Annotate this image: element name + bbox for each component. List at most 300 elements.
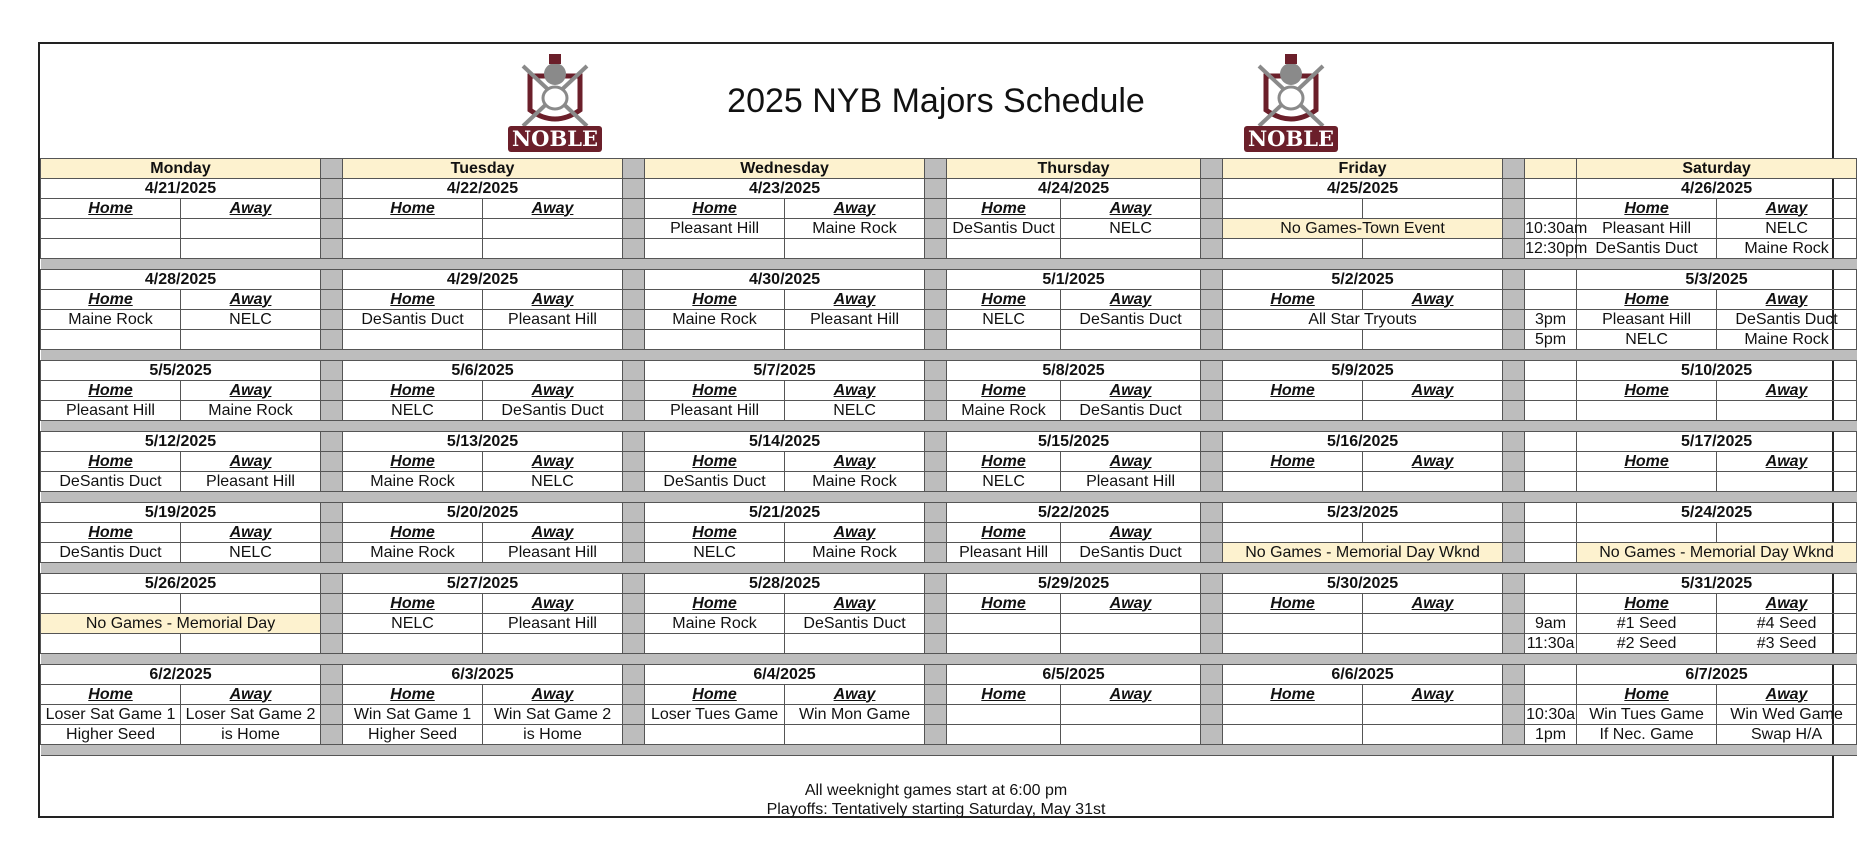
time-cell — [1525, 574, 1577, 594]
away-team: Pleasant Hill — [1061, 472, 1201, 492]
away-team — [181, 330, 321, 350]
home-team — [41, 219, 181, 239]
column-gap — [1201, 199, 1223, 219]
column-gap — [1201, 381, 1223, 401]
away-label: Away — [181, 452, 321, 472]
game-row — [41, 401, 1857, 421]
column-gap — [321, 503, 343, 523]
column-gap — [623, 239, 645, 259]
column-gap — [1201, 361, 1223, 381]
column-gap — [925, 523, 947, 543]
schedule-table — [40, 158, 1857, 756]
column-gap — [321, 574, 343, 594]
away-team: Maine Rock — [1717, 239, 1857, 259]
column-gap — [925, 199, 947, 219]
day-header-wednesday: Wednesday — [645, 159, 925, 179]
away-label: Away — [785, 452, 925, 472]
column-gap — [925, 432, 947, 452]
date-cell: 6/3/2025 — [343, 665, 623, 685]
date-cell: 6/6/2025 — [1223, 665, 1503, 685]
home-label: Home — [645, 523, 785, 543]
home-label: Home — [947, 290, 1061, 310]
home-team — [41, 239, 181, 259]
date-cell: 5/23/2025 — [1223, 503, 1503, 523]
column-gap — [623, 159, 645, 179]
away-team: Win Sat Game 2 — [483, 705, 623, 725]
away-team — [181, 239, 321, 259]
column-gap — [321, 381, 343, 401]
column-gap — [623, 523, 645, 543]
date-cell: 5/29/2025 — [947, 574, 1201, 594]
time-cell — [1525, 452, 1577, 472]
away-team: Maine Rock — [1717, 330, 1857, 350]
away-team: NELC — [181, 310, 321, 330]
column-gap — [1201, 574, 1223, 594]
time-cell — [1525, 665, 1577, 685]
column-gap — [321, 472, 343, 492]
date-cell: 5/7/2025 — [645, 361, 925, 381]
home-team — [343, 239, 483, 259]
home-label: Home — [41, 381, 181, 401]
column-gap — [1503, 401, 1525, 421]
away-team: is Home — [181, 725, 321, 745]
column-gap — [623, 634, 645, 654]
game-row — [41, 472, 1857, 492]
away-label: Away — [1061, 594, 1201, 614]
away-label: Away — [1061, 452, 1201, 472]
home-team — [1223, 330, 1363, 350]
away-label: Away — [1061, 381, 1201, 401]
home-away-row — [41, 452, 1857, 472]
column-gap — [623, 310, 645, 330]
home-team: #1 Seed — [1577, 614, 1717, 634]
away-team: DeSantis Duct — [1717, 310, 1857, 330]
column-gap — [1503, 665, 1525, 685]
away-label: Away — [1717, 452, 1857, 472]
game-row — [41, 725, 1857, 745]
away-team — [785, 725, 925, 745]
away-label: Away — [483, 594, 623, 614]
date-cell: 5/10/2025 — [1577, 361, 1857, 381]
home-label: Home — [947, 523, 1061, 543]
away-team: Pleasant Hill — [483, 543, 623, 563]
away-label: Away — [1061, 685, 1201, 705]
date-row — [41, 270, 1857, 290]
away-label: Away — [483, 685, 623, 705]
column-gap — [1503, 685, 1525, 705]
home-team: Pleasant Hill — [1577, 219, 1717, 239]
time-cell — [1525, 290, 1577, 310]
date-cell: 5/27/2025 — [343, 574, 623, 594]
column-gap — [925, 685, 947, 705]
game-row — [41, 310, 1857, 330]
home-team: DeSantis Duct — [41, 543, 181, 563]
home-team — [343, 330, 483, 350]
column-gap — [321, 452, 343, 472]
column-gap — [321, 543, 343, 563]
column-gap — [1503, 523, 1525, 543]
game-time: 1pm — [1525, 725, 1577, 745]
time-cell — [1525, 179, 1577, 199]
column-gap — [1201, 634, 1223, 654]
schedule-sheet — [38, 42, 1843, 818]
home-team: Maine Rock — [947, 401, 1061, 421]
away-team — [785, 634, 925, 654]
away-label: Away — [181, 199, 321, 219]
column-gap — [1503, 330, 1525, 350]
column-gap — [321, 401, 343, 421]
time-cell — [1525, 503, 1577, 523]
home-label: Home — [1577, 452, 1717, 472]
column-gap — [623, 199, 645, 219]
home-team — [947, 239, 1061, 259]
home-team — [947, 705, 1061, 725]
home-label: Home — [947, 594, 1061, 614]
home-label: Home — [1223, 594, 1363, 614]
away-team: DeSantis Duct — [483, 401, 623, 421]
date-cell: 5/22/2025 — [947, 503, 1201, 523]
away-team: Loser Sat Game 2 — [181, 705, 321, 725]
column-gap — [623, 665, 645, 685]
logo-text: NOBLE — [511, 126, 599, 151]
date-cell: 6/5/2025 — [947, 665, 1201, 685]
column-gap — [623, 594, 645, 614]
away-team: NELC — [785, 401, 925, 421]
away-team — [1363, 705, 1503, 725]
date-cell: 5/9/2025 — [1223, 361, 1503, 381]
home-team: Pleasant Hill — [645, 219, 785, 239]
column-gap — [1201, 330, 1223, 350]
column-gap — [321, 330, 343, 350]
date-cell: 5/19/2025 — [41, 503, 321, 523]
away-team — [1061, 634, 1201, 654]
column-gap — [321, 523, 343, 543]
time-cell — [1525, 199, 1577, 219]
away-label: Away — [785, 594, 925, 614]
home-team — [1223, 239, 1363, 259]
column-gap — [321, 219, 343, 239]
game-time: 10:30a — [1526, 705, 1576, 723]
away-team — [1061, 614, 1201, 634]
away-label: Away — [1363, 381, 1503, 401]
away-label: Away — [1717, 199, 1857, 219]
away-team: NELC — [483, 472, 623, 492]
column-gap — [321, 159, 343, 179]
away-team: Pleasant Hill — [181, 472, 321, 492]
column-gap — [321, 634, 343, 654]
away-team — [1061, 725, 1201, 745]
column-gap — [925, 361, 947, 381]
home-team — [1223, 705, 1363, 725]
away-team: NELC — [1717, 219, 1857, 239]
away-team — [785, 330, 925, 350]
away-team: Pleasant Hill — [483, 310, 623, 330]
home-team — [1577, 401, 1717, 421]
column-gap — [1503, 634, 1525, 654]
column-gap — [623, 574, 645, 594]
logo-text: NOBLE — [1247, 126, 1335, 151]
home-team — [41, 330, 181, 350]
event-note: All Star Tryouts — [1223, 310, 1503, 330]
column-gap — [623, 503, 645, 523]
week-separator — [41, 492, 1857, 503]
column-gap — [1201, 725, 1223, 745]
home-team: Pleasant Hill — [947, 543, 1061, 563]
home-label: Home — [1223, 452, 1363, 472]
column-gap — [1201, 159, 1223, 179]
away-label: Away — [181, 290, 321, 310]
date-cell: 4/23/2025 — [645, 179, 925, 199]
home-label: Home — [947, 381, 1061, 401]
home-label: Home — [41, 452, 181, 472]
column-gap — [321, 361, 343, 381]
column-gap — [925, 310, 947, 330]
game-time: 5pm — [1525, 330, 1577, 350]
away-label: Away — [181, 381, 321, 401]
away-label: Away — [1061, 290, 1201, 310]
separator-bar — [41, 654, 1857, 665]
date-cell: 5/13/2025 — [343, 432, 623, 452]
day-header-friday: Friday — [1223, 159, 1503, 179]
home-team — [947, 725, 1061, 745]
date-row — [41, 665, 1857, 685]
date-cell: 4/21/2025 — [41, 179, 321, 199]
away-label: Away — [785, 199, 925, 219]
empty-cell — [1577, 523, 1717, 543]
home-label: Home — [343, 381, 483, 401]
away-label: Away — [483, 199, 623, 219]
date-cell: 4/30/2025 — [645, 270, 925, 290]
column-gap — [1503, 574, 1525, 594]
column-gap — [1201, 179, 1223, 199]
away-team: is Home — [483, 725, 623, 745]
event-note: No Games - Memorial Day — [41, 614, 321, 634]
column-gap — [925, 725, 947, 745]
column-gap — [1503, 432, 1525, 452]
column-gap — [623, 219, 645, 239]
home-label: Home — [645, 685, 785, 705]
away-team: NELC — [1061, 219, 1201, 239]
column-gap — [321, 665, 343, 685]
time-cell — [1525, 270, 1577, 290]
away-team — [483, 330, 623, 350]
home-team: Loser Sat Game 1 — [41, 705, 181, 725]
column-gap — [1201, 290, 1223, 310]
column-gap — [1503, 472, 1525, 492]
home-label: Home — [645, 381, 785, 401]
column-gap — [925, 239, 947, 259]
away-team — [483, 219, 623, 239]
home-team — [343, 634, 483, 654]
home-label: Home — [1223, 381, 1363, 401]
home-label: Home — [1577, 685, 1717, 705]
away-team: DeSantis Duct — [1061, 543, 1201, 563]
week-separator — [41, 350, 1857, 361]
away-team: Swap H/A — [1717, 725, 1857, 745]
column-gap — [623, 432, 645, 452]
column-gap — [925, 452, 947, 472]
home-label: Home — [343, 452, 483, 472]
game-time — [1525, 472, 1577, 492]
home-team: Pleasant Hill — [645, 401, 785, 421]
home-label: Home — [947, 199, 1061, 219]
footer-line-1: All weeknight games start at 6:00 pm — [804, 782, 1068, 799]
date-cell: 4/29/2025 — [343, 270, 623, 290]
home-team: Maine Rock — [41, 310, 181, 330]
date-row — [41, 432, 1857, 452]
away-team — [1363, 472, 1503, 492]
home-team — [947, 330, 1061, 350]
home-team: NELC — [343, 614, 483, 634]
home-label: Home — [343, 523, 483, 543]
home-team: NELC — [947, 310, 1061, 330]
separator-bar — [41, 259, 1857, 270]
day-header-monday: Monday — [41, 159, 321, 179]
home-away-row — [41, 685, 1857, 705]
date-cell: 4/24/2025 — [947, 179, 1201, 199]
date-row — [41, 574, 1857, 594]
home-team: NELC — [947, 472, 1061, 492]
date-cell: 5/21/2025 — [645, 503, 925, 523]
date-cell: 5/26/2025 — [41, 574, 321, 594]
home-team — [1223, 725, 1363, 745]
column-gap — [1201, 310, 1223, 330]
game-row — [41, 614, 1857, 634]
home-label: Home — [41, 290, 181, 310]
home-team — [947, 634, 1061, 654]
home-team: #2 Seed — [1577, 634, 1717, 654]
game-row — [41, 634, 1857, 654]
home-team: DeSantis Duct — [41, 472, 181, 492]
away-team: Pleasant Hill — [785, 310, 925, 330]
column-gap — [623, 472, 645, 492]
date-cell: 4/22/2025 — [343, 179, 623, 199]
column-gap — [1503, 452, 1525, 472]
game-time: 11:30a — [1525, 634, 1577, 654]
away-team — [1363, 401, 1503, 421]
column-gap — [1503, 361, 1525, 381]
away-team — [1363, 330, 1503, 350]
away-label: Away — [1363, 452, 1503, 472]
game-row — [41, 219, 1857, 239]
home-team — [1223, 472, 1363, 492]
away-label: Away — [1717, 290, 1857, 310]
home-team — [645, 330, 785, 350]
time-cell — [1525, 381, 1577, 401]
date-cell: 5/14/2025 — [645, 432, 925, 452]
home-label: Home — [1577, 594, 1717, 614]
column-gap — [1201, 685, 1223, 705]
column-gap — [1201, 523, 1223, 543]
home-label: Home — [343, 594, 483, 614]
column-gap — [623, 543, 645, 563]
home-label: Home — [1577, 290, 1717, 310]
home-label: Home — [41, 685, 181, 705]
empty-cell — [1363, 523, 1503, 543]
column-gap — [1503, 179, 1525, 199]
home-team: Maine Rock — [343, 543, 483, 563]
date-cell: 6/4/2025 — [645, 665, 925, 685]
week-separator — [41, 654, 1857, 665]
away-team: Win Mon Game — [785, 705, 925, 725]
column-gap — [321, 614, 343, 634]
event-note: No Games-Town Event — [1223, 219, 1503, 239]
home-team: If Nec. Game — [1577, 725, 1717, 745]
column-gap — [321, 179, 343, 199]
column-gap — [925, 270, 947, 290]
week-separator — [41, 421, 1857, 432]
home-label: Home — [343, 685, 483, 705]
column-gap — [321, 310, 343, 330]
column-gap — [623, 452, 645, 472]
home-team: Higher Seed — [343, 725, 483, 745]
date-cell: 5/20/2025 — [343, 503, 623, 523]
date-cell: 4/26/2025 — [1577, 179, 1857, 199]
date-cell: 5/17/2025 — [1577, 432, 1857, 452]
column-gap — [925, 401, 947, 421]
away-team: #4 Seed — [1717, 614, 1857, 634]
column-gap — [1201, 665, 1223, 685]
column-gap — [1201, 594, 1223, 614]
column-gap — [1201, 432, 1223, 452]
home-label: Home — [1577, 381, 1717, 401]
column-gap — [1201, 472, 1223, 492]
column-gap — [623, 381, 645, 401]
home-team: Pleasant Hill — [41, 401, 181, 421]
home-team — [1577, 472, 1717, 492]
away-label: Away — [181, 523, 321, 543]
separator-bar — [41, 421, 1857, 432]
date-cell: 6/2/2025 — [41, 665, 321, 685]
column-gap — [925, 574, 947, 594]
away-team — [1061, 239, 1201, 259]
event-note: No Games - Memorial Day Wknd — [1577, 543, 1857, 563]
home-team — [1223, 401, 1363, 421]
week-separator — [41, 745, 1857, 756]
away-team: Maine Rock — [785, 543, 925, 563]
noble-logo-right — [1241, 48, 1341, 154]
column-gap — [1201, 239, 1223, 259]
column-gap — [321, 705, 343, 725]
column-gap — [623, 401, 645, 421]
away-label: Away — [1717, 381, 1857, 401]
date-row — [41, 503, 1857, 523]
away-team — [1363, 725, 1503, 745]
date-cell: 5/1/2025 — [947, 270, 1201, 290]
column-gap — [925, 594, 947, 614]
home-team: DeSantis Duct — [947, 219, 1061, 239]
column-gap — [1503, 503, 1525, 523]
date-cell: 5/28/2025 — [645, 574, 925, 594]
home-label: Home — [1223, 685, 1363, 705]
away-team — [1717, 401, 1857, 421]
column-gap — [1503, 219, 1525, 239]
footer-line-2: Playoffs: Tentatively starting Saturday, May 31st — [766, 801, 1106, 818]
time-column-header — [1525, 159, 1577, 179]
home-label: Home — [41, 199, 181, 219]
home-label: Home — [343, 199, 483, 219]
date-row — [41, 179, 1857, 199]
away-label: Away — [483, 523, 623, 543]
column-gap — [321, 685, 343, 705]
column-gap — [1201, 270, 1223, 290]
home-team — [1223, 614, 1363, 634]
home-team: Pleasant Hill — [1577, 310, 1717, 330]
separator-bar — [41, 492, 1857, 503]
game-time: 9am — [1525, 614, 1577, 634]
column-gap — [623, 330, 645, 350]
away-team: #3 Seed — [1717, 634, 1857, 654]
